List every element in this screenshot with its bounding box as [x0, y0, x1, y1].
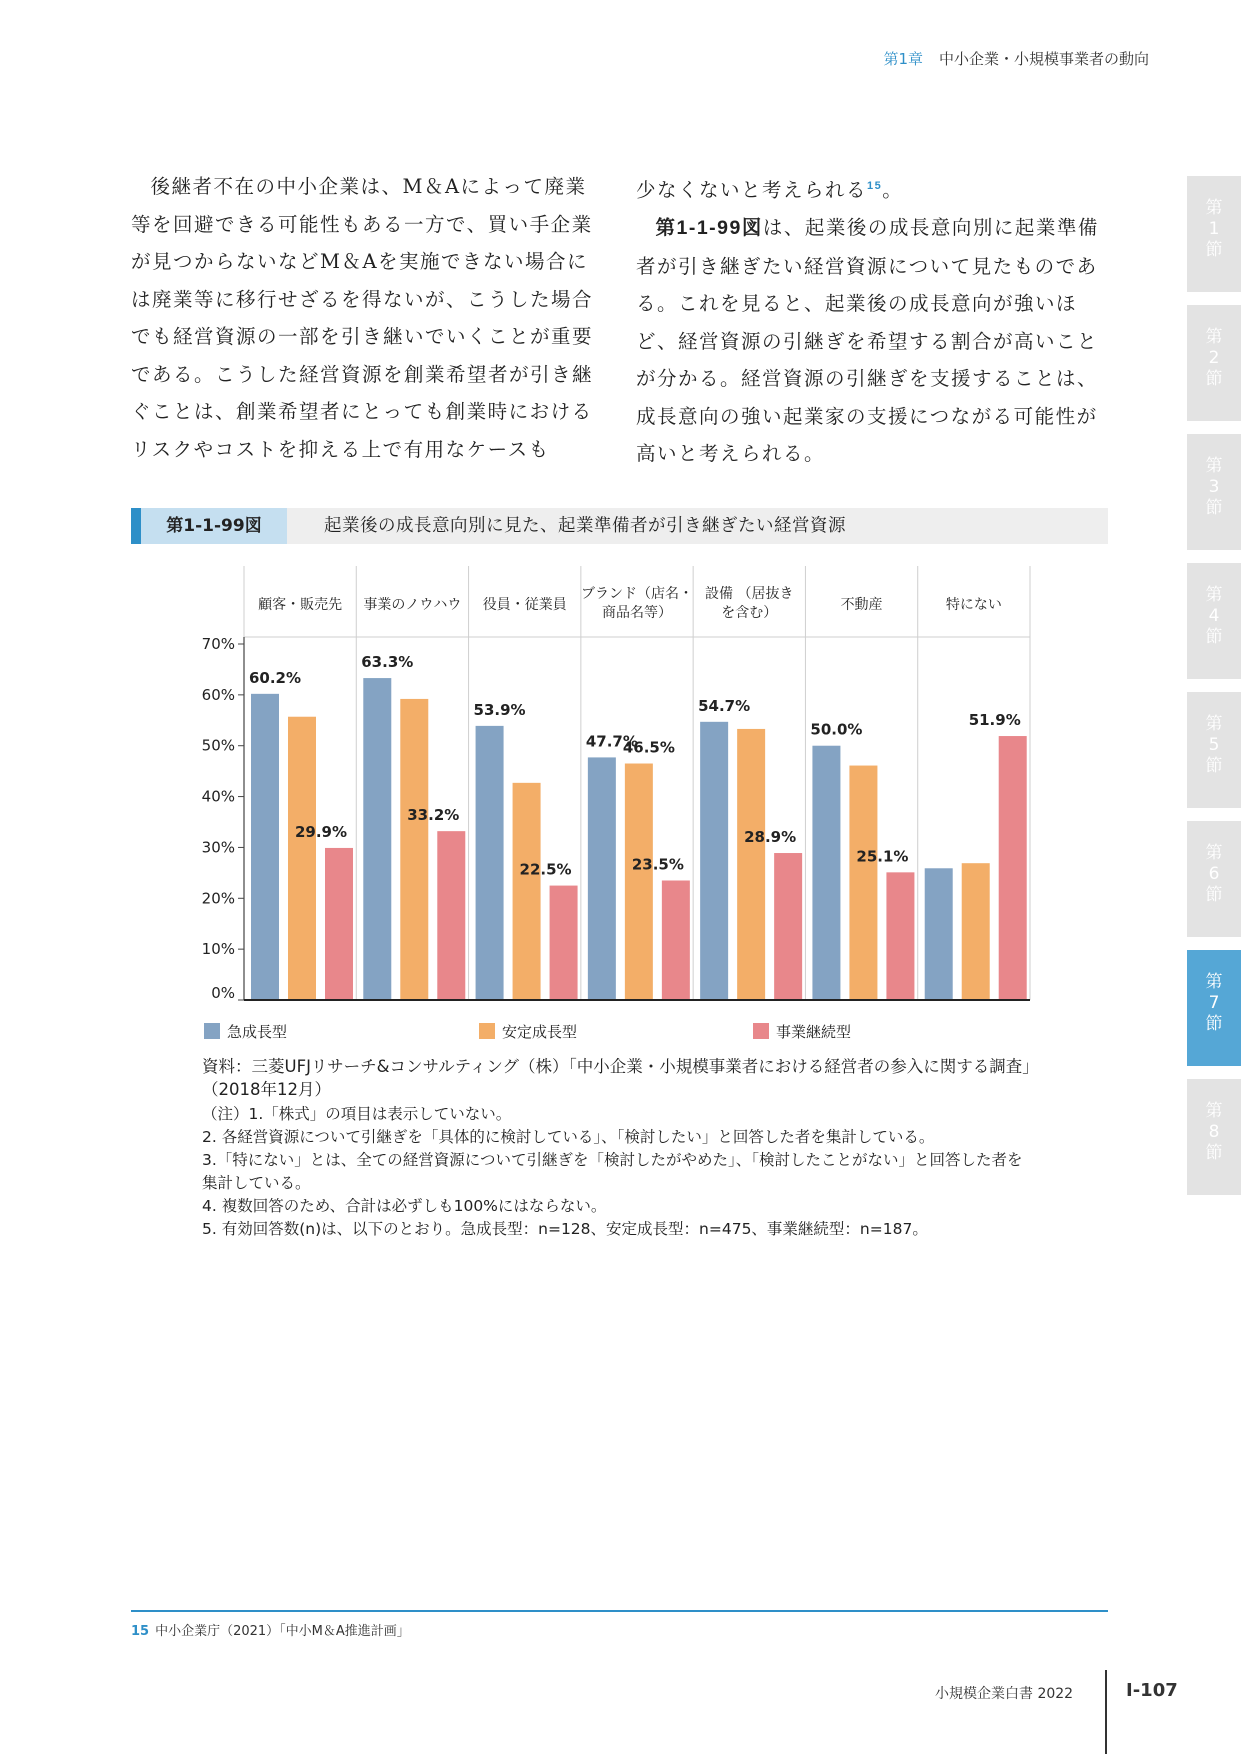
note-5: 5. 有効回答数(n)は、以下のとおり。急成長型：n=128、安定成長型：n=475、事業継続型：n=187。 — [202, 1220, 928, 1238]
page-number: Ⅰ-107 — [1126, 1680, 1178, 1701]
legend-label: 安定成長型 — [502, 1023, 578, 1041]
body-paragraph-right-text: は、起業後の成長意向別に起業準備者が引き継ぎたい経営資源について見たものである。これを見ると、起業後の成長意向が強いほど、経営資源の引継ぎを希望する割合が高いことが分かる。経営資源の引継ぎを支援することは、成長意向の強い起業家の支援につながる可能性が高いと考えられる。 — [636, 216, 1099, 465]
y-tick-label: 50% — [201, 736, 235, 755]
section-tab-8[interactable] — [1187, 1079, 1241, 1195]
section-tab-text: 節 — [1205, 627, 1223, 647]
category-label — [258, 596, 342, 613]
data-label: 50.0% — [810, 720, 863, 739]
data-label: 22.5% — [519, 860, 572, 879]
note-2: 2. 各経営資源について引継ぎを「具体的に検討している」、「検討したい」と回答した者を集計している。 — [202, 1128, 935, 1146]
section-tab-text: 節 — [1205, 885, 1223, 905]
footnote-text: 中小企業庁（2021）「中小M＆A推進計画」 — [155, 1624, 410, 1639]
footnote-ref: 15 — [867, 180, 883, 192]
data-label: 53.9% — [473, 700, 526, 719]
section-tab-text: 5 — [1208, 735, 1220, 755]
data-label: 33.2% — [407, 806, 460, 825]
bar-事業継続型 — [774, 853, 802, 1000]
bar-事業継続型 — [886, 872, 914, 1000]
section-tab-text: 1 — [1208, 219, 1220, 239]
note-3: 3.「特にない」とは、全ての経営資源について引継ぎを「検討したがやめた」、「検討したことがない」と回答した者を集計している。 — [202, 1151, 1023, 1192]
category-label — [363, 596, 461, 613]
section-tab-text: 第 — [1205, 585, 1223, 605]
category-label — [483, 596, 567, 613]
category-label-line: 商品名等） — [602, 605, 672, 621]
footnote — [131, 1620, 410, 1639]
category-label-line: 不動産 — [840, 597, 883, 613]
bar-事業継続型 — [325, 848, 353, 1000]
section-tab-text: 節 — [1205, 1014, 1223, 1034]
section-tab-text: 第 — [1205, 456, 1223, 476]
section-tab-text: 節 — [1205, 369, 1223, 389]
section-tab-text: 第 — [1205, 327, 1223, 347]
figure-number: 第1-1-99図 — [141, 508, 287, 544]
figure-notes — [202, 1055, 1032, 1241]
footnote-divider — [131, 1610, 1108, 1612]
data-label: 47.7% — [585, 732, 638, 751]
bar-安定成長型 — [288, 717, 316, 1000]
chapter-number: 第1章 — [883, 50, 923, 68]
category-label-line: ブランド（店名・ — [581, 586, 693, 602]
source-note: 資料：三菱UFJリサーチ&コンサルティング（株）「中小企業・小規模事業者における経営者の参入に関する調査」（2018年12月） — [202, 1057, 1031, 1099]
data-label: 54.7% — [698, 696, 751, 715]
category-label — [581, 586, 693, 621]
section-tab-text: 節 — [1205, 756, 1223, 776]
category-label-line: 事業のノウハウ — [363, 597, 462, 613]
y-tick-label: 60% — [201, 685, 235, 704]
figure-title: 起業後の成長意向別に見た、起業準備者が引き継ぎたい経営資源 — [324, 516, 846, 536]
bar-急成長型 — [251, 694, 279, 1000]
section-tab-text: 第 — [1205, 198, 1223, 218]
legend-swatch — [204, 1023, 220, 1039]
bar-安定成長型 — [513, 783, 541, 1000]
section-tab-text: 第 — [1205, 972, 1223, 992]
y-tick-label: 30% — [201, 838, 235, 857]
bar-事業継続型 — [662, 880, 690, 1000]
figure-reference: 第1-1-99図 — [655, 217, 763, 239]
bar-事業継続型 — [999, 736, 1027, 1000]
y-tick-label: 10% — [201, 940, 235, 959]
bar-安定成長型 — [625, 764, 653, 1000]
bar-事業継続型 — [437, 831, 465, 1000]
y-tick-label: 40% — [201, 787, 235, 806]
category-label — [705, 585, 793, 621]
data-label: 46.5% — [622, 738, 675, 757]
body-paragraph-left: 後継者不在の中小企業は、M＆Aによって廃業等を回避できる可能性もある一方で、買い手企業が見つからないなどM＆Aを実施できない場合には廃業等に移行せざるを得ないが、こうした場合でも経営資源の一部を引き継いでいくことが重要である。こうした経営資源を創業希望者が引き継ぐことは、創業希望者にとっても創業時におけるリスクやコストを抑える上で有用なケースも — [131, 175, 594, 461]
category-label-line: 顧客・販売先 — [258, 597, 343, 613]
data-label: 23.5% — [631, 855, 684, 874]
footer-book-title: 小規模企業白書 2022 — [935, 1686, 1074, 1702]
section-tab-text: 第 — [1205, 843, 1223, 863]
data-label: 60.2% — [248, 668, 302, 687]
bar-急成長型 — [363, 678, 391, 1000]
category-label-line: 設備 （居抜き — [705, 586, 794, 602]
data-label: 28.9% — [744, 828, 797, 847]
note-4: 4. 複数回答のため、合計は必ずしも100%にはならない。 — [202, 1197, 607, 1215]
bar-事業継続型 — [550, 886, 578, 1000]
section-tab-text: 3 — [1208, 477, 1220, 497]
section-tab-text: 第 — [1205, 714, 1223, 734]
right-line1-end: 。 — [882, 178, 904, 202]
data-label: 51.9% — [968, 711, 1021, 730]
category-label-line: 役員・従業員 — [482, 597, 567, 613]
section-tab-text: 節 — [1205, 498, 1223, 518]
right-line1: 少なくないと考えられる — [636, 178, 868, 202]
legend-label: 事業継続型 — [776, 1023, 852, 1041]
bar-安定成長型 — [400, 699, 428, 1000]
y-tick-label: 0% — [211, 984, 235, 1002]
chapter-title: 中小企業・小規模事業者の動向 — [938, 50, 1149, 68]
section-tab-text: 4 — [1208, 606, 1220, 626]
section-tab-text: 節 — [1205, 1143, 1223, 1163]
bar-急成長型 — [812, 746, 840, 1000]
legend-swatch — [479, 1023, 495, 1039]
y-tick-label: 20% — [201, 889, 235, 908]
note-1: （注）1.「株式」の項目は表示していない。 — [202, 1105, 512, 1123]
bar-急成長型 — [588, 757, 616, 1000]
bar-安定成長型 — [737, 729, 765, 1000]
footnote-number: 15 — [131, 1624, 150, 1639]
y-tick-label: 70% — [201, 635, 235, 653]
bar-急成長型 — [925, 868, 953, 1000]
data-label: 29.9% — [294, 822, 348, 841]
bar-急成長型 — [476, 726, 504, 1000]
section-tab-text: 2 — [1208, 348, 1220, 368]
bar-急成長型 — [700, 722, 728, 1000]
section-tab-text: 節 — [1205, 240, 1223, 260]
section-tab-text: 7 — [1208, 993, 1220, 1013]
category-label — [946, 596, 1002, 613]
section-tab-text: 6 — [1208, 864, 1220, 884]
category-label-line: 特にない — [945, 597, 1002, 613]
bar-安定成長型 — [849, 766, 877, 1000]
category-label-line: を含む） — [721, 605, 778, 621]
category-label — [841, 597, 883, 613]
section-tab-text: 第 — [1205, 1101, 1223, 1121]
section-tab-text: 8 — [1208, 1122, 1220, 1142]
bar-安定成長型 — [962, 863, 990, 1000]
legend-label: 急成長型 — [227, 1023, 288, 1041]
legend-swatch — [753, 1023, 769, 1039]
footer-divider — [1105, 1670, 1107, 1754]
data-label: 25.1% — [856, 847, 909, 866]
data-label: 63.3% — [361, 653, 414, 672]
